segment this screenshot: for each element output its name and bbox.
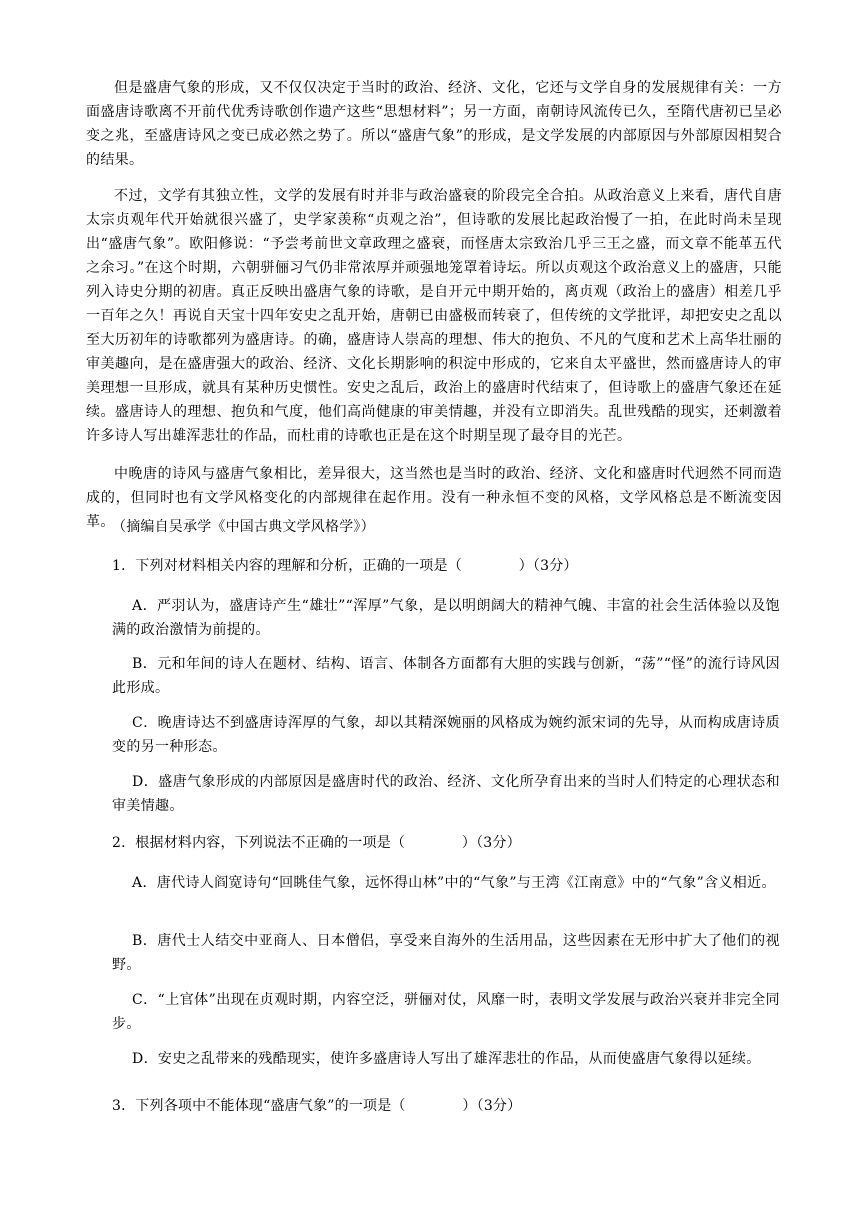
question-2-option-c: C．“上官体”出现在贞观时期，内容空泛，骈俪对仗，风靡一时，表明文学发展与政治兴衰并非完全同步。: [112, 992, 780, 1032]
paragraph-2: 不过，文学有其独立性，文学的发展有时并非与政治盛衰的阶段完全合拍。从政治意义上来看，唐代自唐太宗贞观年代开始就很兴盛了，史学家羡称“贞观之治”，但诗歌的发展比起政治慢了一拍，在此时尚未呈现出“盛唐气象”。欧阳修说：“予尝考前世文章政理之盛衰，而怪唐太宗致治几乎三王之盛，而文章不能革五代之余习。”在这个时期，六朝骈俪习气仍非常浓厚并顽强地笼罩着诗坛。所以贞观这个政治意义上的盛唐，只能列入诗史分期的初唐。真正反映出盛唐气象的诗歌，是自开元中期开始的，离贞观（政治上的盛唐）相差几乎一百年之久！再说自天宝十四年安史之乱开始，唐朝已由盛极而转衰了，但传统的文学批评，却把安史之乱以至大历初年的诗歌都列为盛唐诗。的确，盛唐诗人崇高的理想、伟大的抱负、不凡的气度和艺术上高华壮丽的审美趣向，是在盛唐强大的政治、经济、文化长期影响的积淀中形成的，它来自太平盛世，然而盛唐诗人的审美理想一旦形成，就具有某种历史惯性。安史之乱后，政治上的盛唐时代结束了，但诗歌上的盛唐气象还在延续。盛唐诗人的理想、抱负和气度，他们高尚健康的审美情趣，并没有立即消失。乱世残酷的现实，还刺激着许多诗人写出雄浑悲壮的作品，而杜甫的诗歌也正是在这个时期呈现了最夺目的光芒。: [86, 188, 782, 444]
question-2-stem: 2．根据材料内容，下列说法不正确的一项是（ ）（3分）: [112, 835, 521, 851]
paragraph-1: 但是盛唐气象的形成，又不仅仅决定于当时的政治、经济、文化，它还与文学自身的发展规律有关：一方面盛唐诗歌离不开前代优秀诗歌创作遗产这些“思想材料”；另一方面，南朝诗风流传已久，至隋代唐初已呈必变之兆，至盛唐诗风之变已成必然之势了。所以“盛唐气象”的形成，是文学发展的内部原因与外部原因相契合的结果。: [86, 80, 782, 168]
question-1-option-c: C．晚唐诗达不到盛唐诗浑厚的气象，却以其精深婉丽的风格成为婉约派宋词的先导，从而构成唐诗质变的另一种形态。: [112, 715, 780, 755]
question-3-stem: 3．下列各项中不能体现“盛唐气象”的一项是（ ）（3分）: [112, 1098, 522, 1114]
paragraph-3: 中晚唐的诗风与盛唐气象相比，差异很大，这当然也是当时的政治、经济、文化和盛唐时代迥然不同而造成的，但同时也有文学风格变化的内部规律在起作用。没有一种永恒不变的风格，文学风格总是不断流变因革。: [86, 466, 782, 530]
question-2-option-b: B．唐代士人结交中亚商人、日本僧侣，享受来自海外的生活用品，这些因素在无形中扩大了他们的视野。: [112, 933, 780, 973]
question-1-option-a: A．严羽认为，盛唐诗产生“雄壮”“浑厚”气象，是以明朗阔大的精神气魄、丰富的社会生活体验以及饱满的政治激情为前提的。: [112, 598, 780, 638]
question-2-option-d: D．安史之乱带来的残酷现实，使许多盛唐诗人写出了雄浑悲壮的作品，从而使盛唐气象得以延续。: [132, 1051, 761, 1067]
question-1-option-b: B．元和年间的诗人在题材、结构、语言、体制各方面都有大胆的实践与创新，“荡”“怪”的流行诗风因此形成。: [112, 656, 780, 696]
question-2-option-a: A．唐代诗人阎宽诗句“回眺佳气象，远怀得山林”中的“气象”与王湾《江南意》中的“气象”含义相近。: [132, 875, 776, 891]
question-1-option-d: D．盛唐气象形成的内部原因是盛唐时代的政治、经济、文化所孕育出来的当时人们特定的心理状态和审美情趣。: [112, 774, 780, 814]
question-1-stem: 1．下列对材料相关内容的理解和分析，正确的一项是（ ）（3分）: [112, 558, 578, 574]
source-citation: （摘编自吴承学《中国古典文学风格学》）: [112, 519, 375, 535]
